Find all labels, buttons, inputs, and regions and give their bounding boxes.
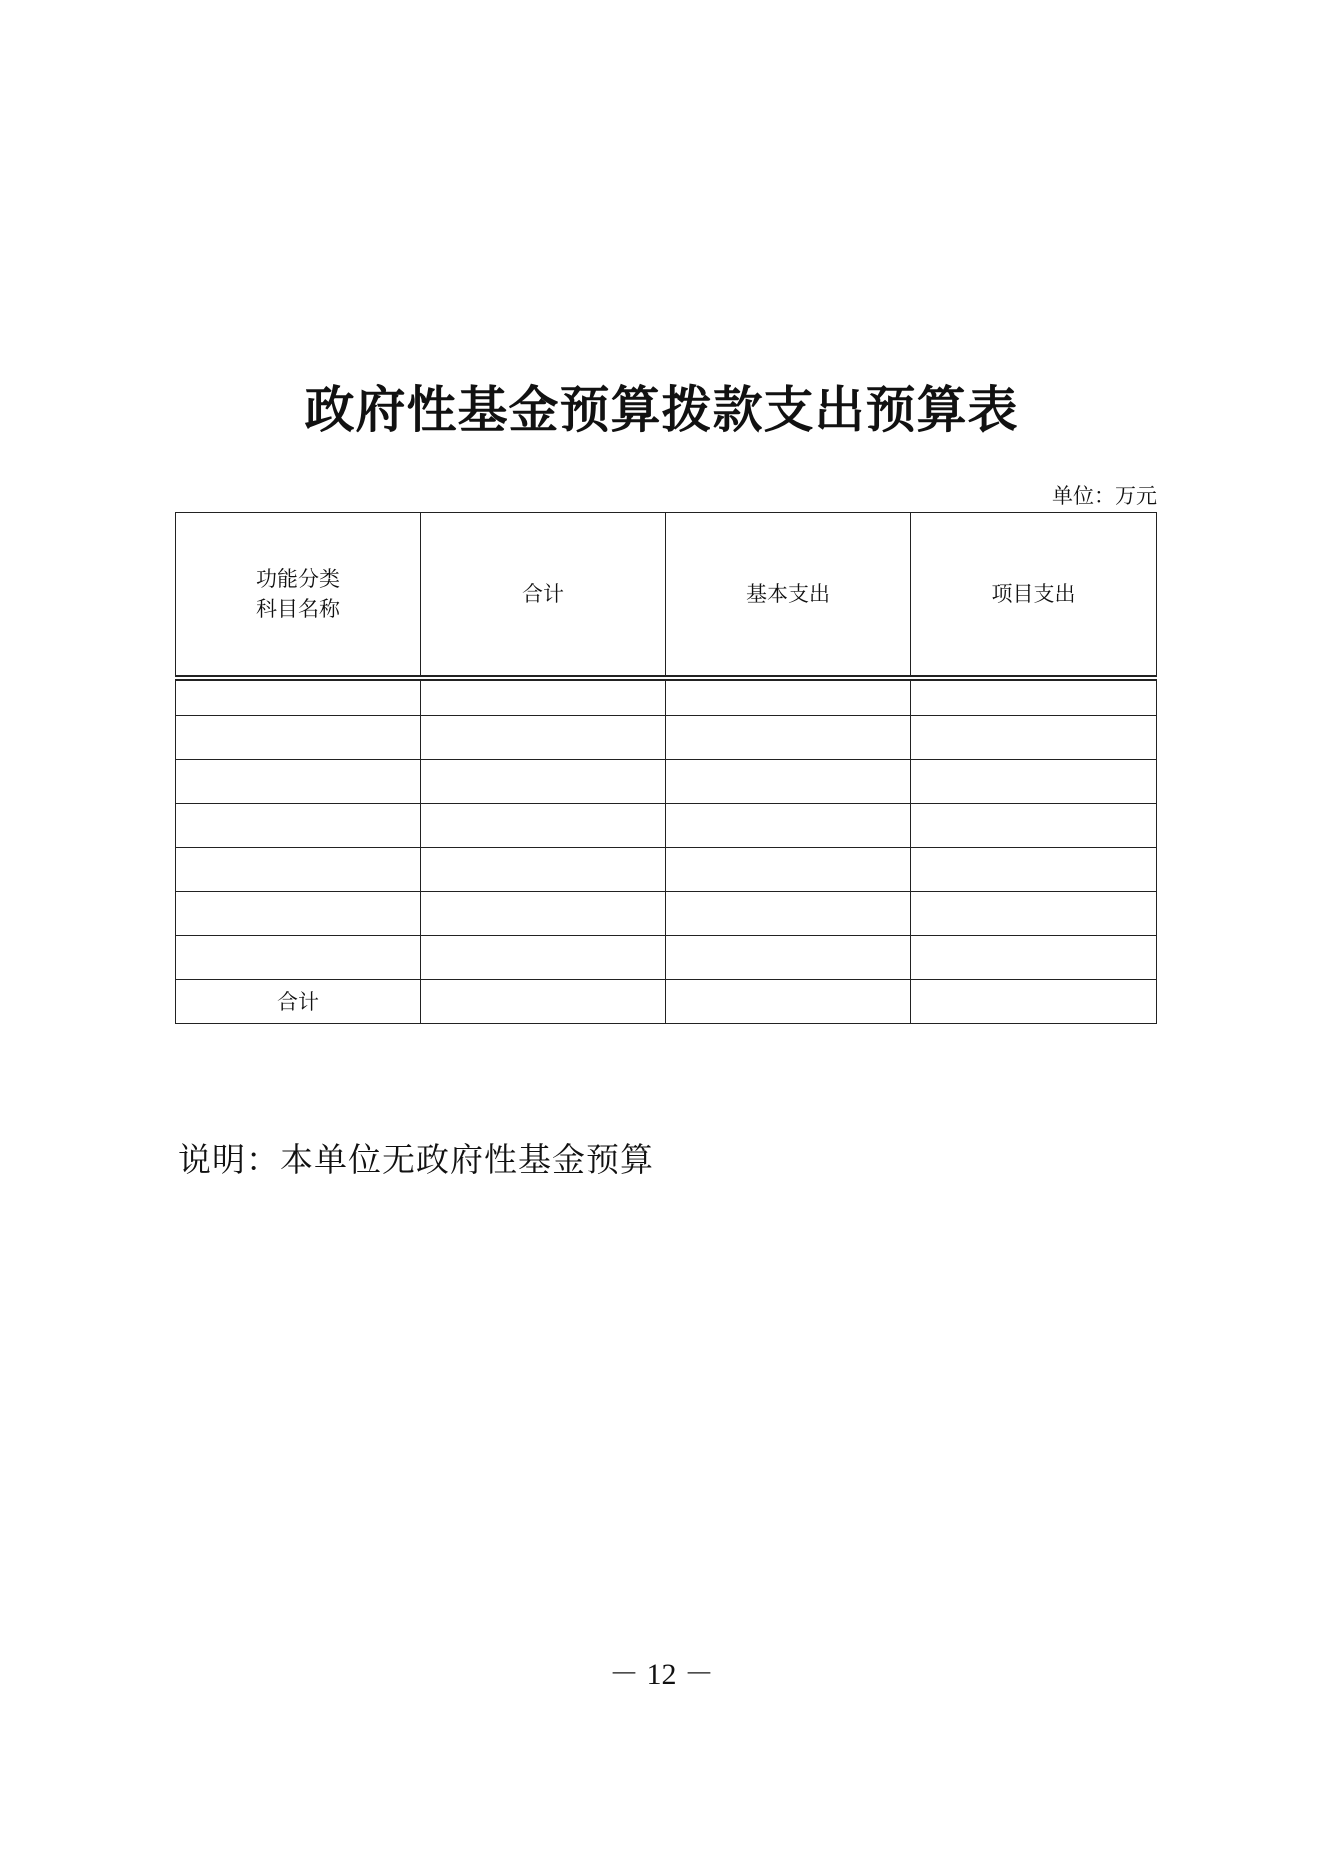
total-row-label: 合计 bbox=[176, 980, 421, 1024]
explanation-note: 说明：本单位无政府性基金预算 bbox=[178, 1140, 654, 1179]
table-cell bbox=[666, 936, 911, 980]
header-project-expenditure: 项目支出 bbox=[911, 513, 1157, 679]
table-cell bbox=[911, 804, 1157, 848]
table-cell bbox=[176, 936, 421, 980]
table-cell bbox=[421, 848, 666, 892]
table-row bbox=[176, 678, 1157, 716]
table-cell bbox=[421, 678, 666, 716]
table-cell bbox=[421, 716, 666, 760]
page-number: － 12 － bbox=[609, 1658, 714, 1691]
table-cell bbox=[911, 848, 1157, 892]
table-cell bbox=[176, 804, 421, 848]
table-cell bbox=[176, 760, 421, 804]
table-cell bbox=[666, 892, 911, 936]
table-cell bbox=[421, 804, 666, 848]
table-total-row bbox=[176, 980, 1157, 1024]
table-cell bbox=[666, 716, 911, 760]
table-cell bbox=[176, 892, 421, 936]
table-row bbox=[176, 716, 1157, 760]
table-cell bbox=[176, 678, 421, 716]
header-function-category bbox=[176, 513, 421, 679]
table-cell bbox=[421, 760, 666, 804]
table-cell bbox=[176, 848, 421, 892]
table-row bbox=[176, 804, 1157, 848]
table-cell bbox=[666, 760, 911, 804]
table-row bbox=[176, 760, 1157, 804]
header-basic-expenditure: 基本支出 bbox=[666, 513, 911, 679]
table-row bbox=[176, 936, 1157, 980]
table-cell bbox=[666, 678, 911, 716]
unit-label: 单位：万元 bbox=[1052, 484, 1157, 508]
table-cell bbox=[666, 804, 911, 848]
table-cell bbox=[911, 892, 1157, 936]
table-row bbox=[176, 848, 1157, 892]
table-header-row bbox=[176, 513, 1157, 679]
table-cell bbox=[421, 892, 666, 936]
header-total: 合计 bbox=[421, 513, 666, 679]
table-cell bbox=[911, 716, 1157, 760]
table-cell bbox=[911, 936, 1157, 980]
header-function-category-line1: 功能分类 bbox=[256, 567, 340, 591]
table-cell bbox=[911, 760, 1157, 804]
total-row-cell bbox=[666, 980, 911, 1024]
total-row-cell bbox=[911, 980, 1157, 1024]
page-title: 政府性基金预算拨款支出预算表 bbox=[304, 380, 1019, 439]
table-cell bbox=[176, 716, 421, 760]
table-row bbox=[176, 892, 1157, 936]
table-cell bbox=[421, 936, 666, 980]
budget-table bbox=[175, 512, 1157, 1024]
total-row-cell bbox=[421, 980, 666, 1024]
table-cell bbox=[666, 848, 911, 892]
header-function-category-line2: 科目名称 bbox=[256, 597, 340, 621]
table-cell bbox=[911, 678, 1157, 716]
